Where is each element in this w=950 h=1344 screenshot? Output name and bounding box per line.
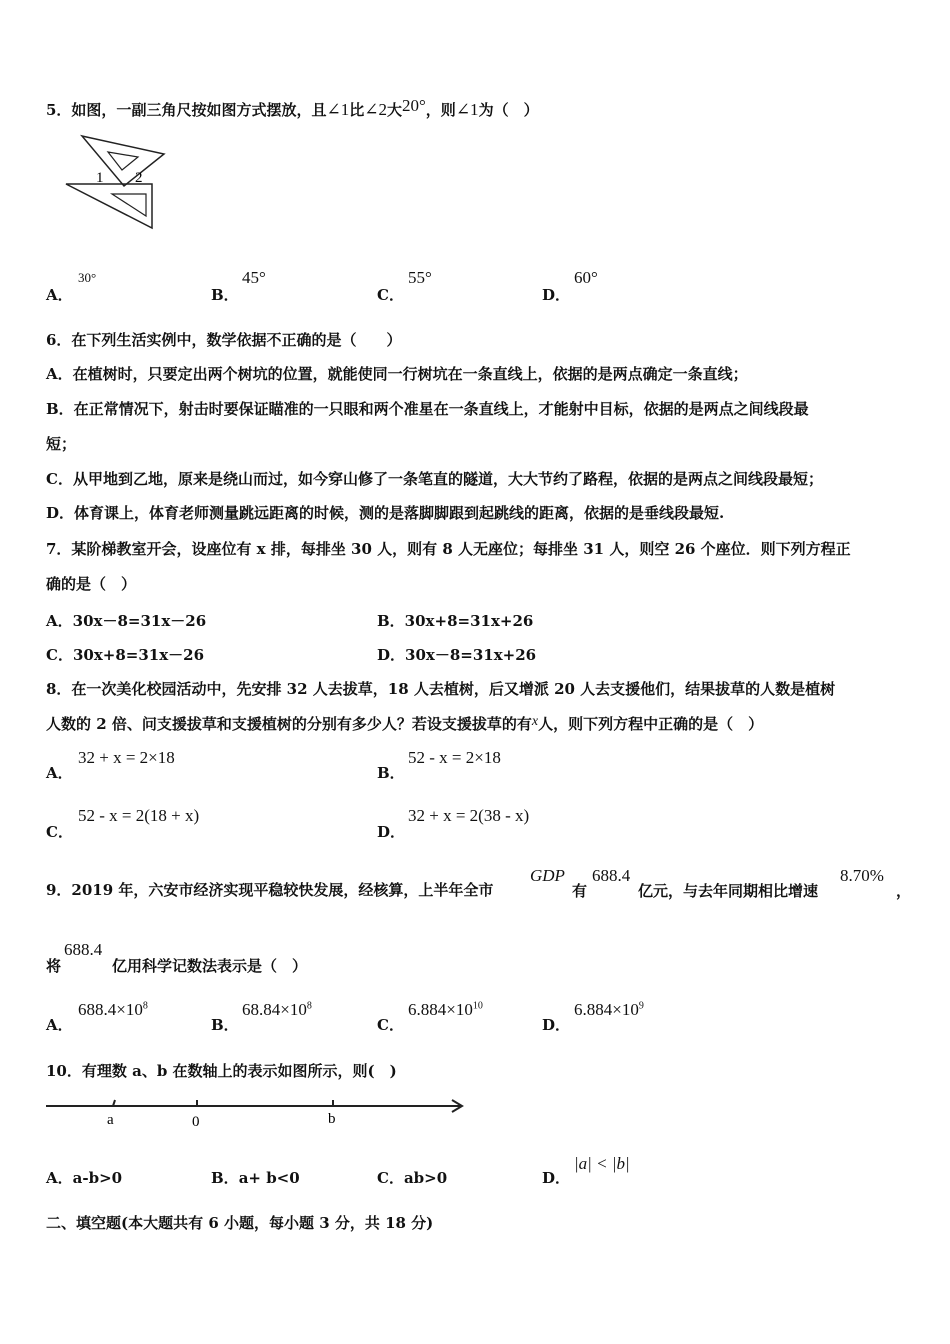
q5-option-b-value: 45° [242,268,266,287]
q8-option-d[interactable]: D． [377,823,406,841]
angle-diff: 20° [401,96,426,115]
q9-option-b[interactable]: B． [211,1016,239,1034]
q6-option-d[interactable]: D．体育课上，体育老师测量跳远距离的时候，测的是落脚脚跟到起跳线的距离，依据的是垂线段最短. [46,504,725,522]
q9-stem-text-6: 亿用科学记数法表示是（ ） [112,957,308,975]
q9-stem-text-1: 9．2019 年，六安市经济实现平稳较快发展，经核算，上半年全市 [46,881,494,899]
q9-option-c-value [408,1000,483,1020]
q8-option-d-value: 32 + x = 2(38 - x) [408,806,530,825]
gdp-value-2: 688.4 [64,940,103,959]
sci-base: 6.884×10 [574,1000,639,1019]
growth-rate: 8.70% [840,866,884,885]
q6-stem: 6．在下列生活实例中，数学依据不正确的是（ ） [46,331,402,349]
q5-option-a-value: 30° [78,270,97,285]
option-letter: A． [46,286,73,304]
axis-label-0: 0 [192,1114,200,1130]
q10-option-d[interactable]: D． [542,1169,571,1187]
sci-exp: 9 [638,1000,644,1012]
q8-stem: 8．在一次美化校园活动中，先安排 32 人去拔草，18 人去植树，后又增派 20 人去支援他们，结果拔草的人数是植树 [46,680,836,698]
q9-stem-text-5: 将 [46,957,62,975]
q9-option-a-value [78,1000,148,1020]
angle-1: ∠1 [326,100,350,119]
var-x: x [531,714,539,729]
q5-option-d[interactable] [542,284,570,305]
set-square-bottom-inner [112,194,146,216]
option-letter: B． [211,286,239,304]
option-value: a+ b<0 [238,1169,300,1187]
q8-stem-text-2: 人，则下列方程中正确的是（ ） [538,715,764,733]
option-letter: D． [542,286,571,304]
q7-stem-cont: 确的是（ ） [46,575,137,593]
q8-stem-text-1: 人数的 2 倍、问支援拔草和支援植树的分别有多少人？若设支援拔草的有 [46,715,532,733]
sci-base: 6.884×10 [408,1000,473,1019]
sci-exp: 8 [306,1000,312,1012]
option-value: a-b>0 [72,1169,123,1187]
fig-label-2: 2 [135,170,143,186]
q6-option-a[interactable]: A．在植树时，只要定出两个树坑的位置，就能使同一行树坑在一条直线上，依据的是两点确定一条直线； [46,365,748,383]
sci-base: 68.84×10 [242,1000,307,1019]
q8-stem-cont [46,714,763,736]
sci-exp: 10 [472,1000,483,1012]
q10-option-b[interactable] [211,1167,300,1188]
option-value: ab>0 [403,1169,448,1187]
q9-option-d-value [574,1000,644,1020]
q9-option-b-value [242,1000,312,1020]
angle-2: ∠2 [364,100,387,119]
axis-label-b: b [328,1111,336,1127]
angle-1: ∠1 [455,100,479,119]
q7-option-a[interactable]: A．30x－8=31x－26 [46,612,207,630]
triangle-rulers-figure [60,132,175,232]
q10-stem: 10．有理数 a、b 在数轴上的表示如图所示，则( ) [46,1062,397,1080]
q7-option-d[interactable]: D．30x－8=31x+26 [377,646,537,664]
q5-stem-text-4: ，则 [425,101,456,119]
option-letter: A． [46,1169,73,1187]
q8-option-c[interactable]: C． [46,823,73,841]
q5-option-c-value: 55° [408,268,432,287]
q6-option-b[interactable]: B．在正常情况下，射击时要保证瞄准的一只眼和两个准星在一条直线上，才能射中目标，依据的是两点之间线段最 [46,400,809,418]
number-line-figure [44,1092,469,1132]
option-letter: C． [377,1169,404,1187]
q7-option-c[interactable]: C．30x+8=31x－26 [46,646,205,664]
q5-stem-text-1: 5．如图，一副三角尺按如图方式摆放，且 [46,101,327,119]
gdp: GDP [530,866,565,885]
q8-option-b[interactable]: B． [377,764,405,782]
set-square-bottom [66,184,152,228]
q8-option-b-value: 52 - x = 2×18 [408,748,501,767]
q10-option-a[interactable] [46,1167,122,1188]
q5-stem-text-3: 大 [386,101,402,119]
section-2-heading: 二、填空题(本大题共有 6 小题，每小题 3 分，共 18 分) [46,1214,434,1232]
q6-option-b-cont: 短； [46,435,77,453]
axis-label-a: a [107,1112,114,1128]
q9-stem-text-4: ， [896,882,912,900]
q5-option-b[interactable] [211,284,239,305]
q7-option-b[interactable]: B．30x+8=31x+26 [377,612,534,630]
fig-label-1: 1 [96,170,104,186]
q5-option-a[interactable] [46,284,73,305]
set-square-top-inner [108,152,138,170]
q10-option-c[interactable] [377,1167,447,1188]
q7-stem: 7．某阶梯教室开会，设座位有 x 排，每排坐 30 人，则有 8 人无座位；每排坐 31 人，则空 26 个座位．则下列方程正 [46,540,851,558]
q5-stem-text-2: 比 [349,101,365,119]
q8-option-a[interactable]: A． [46,764,73,782]
q5-option-d-value: 60° [574,268,598,287]
q8-option-a-value: 32 + x = 2×18 [78,748,175,767]
q8-option-c-value: 52 - x = 2(18 + x) [78,806,200,825]
option-letter: B． [211,1169,239,1187]
q5-option-c[interactable] [377,284,404,305]
q10-option-d-value: |a| < |b| [574,1154,630,1173]
set-square-top [82,136,164,186]
q9-option-c[interactable]: C． [377,1016,404,1034]
q6-option-c[interactable]: C．从甲地到乙地，原来是绕山而过，如今穿山修了一条笔直的隧道，大大节约了路程，依据的是两点之间线段最短； [46,470,823,488]
q5-stem [46,96,539,120]
gdp-value: 688.4 [592,866,631,885]
q9-option-d[interactable]: D． [542,1016,571,1034]
q9-option-a[interactable]: A． [46,1016,73,1034]
sci-base: 688.4×10 [78,1000,143,1019]
q5-stem-text-5: 为（ ） [478,101,539,119]
sci-exp: 8 [142,1000,148,1012]
q9-stem-text-2: 有 [572,882,588,900]
q9-stem-text-3: 亿元，与去年同期相比增速 [638,882,819,900]
option-letter: C． [377,286,404,304]
